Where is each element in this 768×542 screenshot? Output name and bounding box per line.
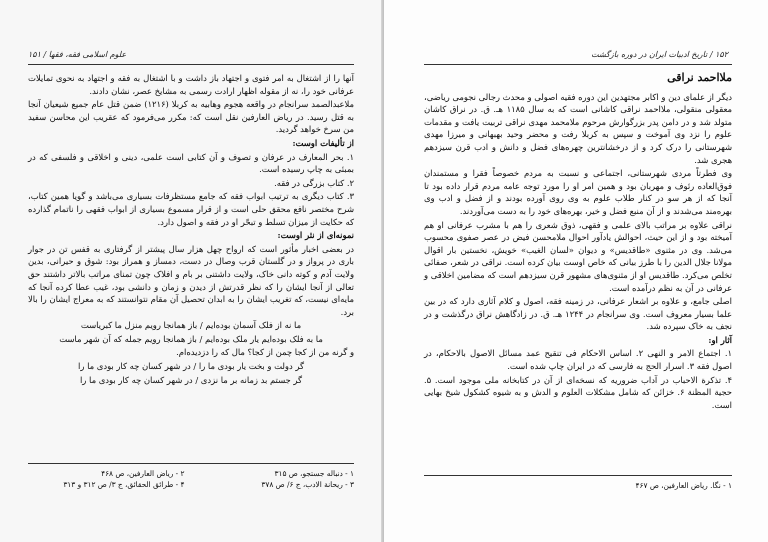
footnote: ۱ - دنباله جستجو، ص ۳۱۵ (274, 469, 354, 478)
footnote: ۳ - ریحانة الادب، ج ۶/ ص ۳۷۸ (261, 480, 354, 489)
footnote-rule (424, 475, 732, 476)
header-rule (28, 64, 354, 65)
paragraph: آنها را از اشتغال به امر فتوی و اجتهاد باز داشت و با اشتغال به فقه و اجتهاد به نحوی تمایلات عرفانی خود را، نه از مقوله اظهار ارادت رسمی به مشایخ عصر، نشان دادند. (28, 73, 354, 96)
header-rule (424, 64, 732, 65)
subheading: نمونه‌ای از نثر اوست: (277, 230, 354, 241)
list-item: ۱. اجتماع الامر و النهی ۲. اساس الاحکام فی تنقیح عمد مسائل الاصول بالاحکام، در اصول فقه ۳. اسرار الحج به فارسی که در ایران چاپ شده است. (424, 348, 732, 372)
paragraph: نراقی علاوه بر مراتب بالای علمی و فقهی، ذوق شعری را هم با مشرب عرفانی او هم آمیخته بود و از این حیث، احوالش یادآور احوال ملامحسن فیض در عصر صفوی محسوب می‌شد. وی در مثنوی «طاقدیس» و دیوان «لسان الغیب» خویش، نخستین بار اقوال مولانا جلال الدین را با طرز بیانی که خاص اوست بیان کرده است. نراقی در شعر، صفائی تخلص می‌کرد. طاقدیس او از مثنوی‌های مشهور قرن سیزدهم است که مضامین اخلاقی و عرفانی در آن به نظم درآمده است. (424, 219, 732, 293)
verse-line: ما نه از فلک آسمان بوده‌ایم / باز همانجا رویم منزل ما کبریاست (80, 320, 302, 331)
paragraph: دیگر از علمای دین و اکابر مجتهدین این دوره فقیه اصولی و محدث رجالی نجومی ریاضی، معقولی منقولی، ملااحمد نراقی کاشانی است که به سال ۱۱۸۵ هـ. ق. در نراق کاشان متولد شد و در دامن پدر بزرگوارش مرحوم ملامحمد مهدی نراقی تربیت یافت و مقدمات علوم را نزد وی آموخت و سپس به کربلا رفت و محضر وحید بهبهانی و میرزا مهدی شهرستانی را درک کرد و از درخشانترین چهره‌های فضل و دانش و ادب قرن سیزدهم هجری شد. (424, 91, 733, 165)
page-header: ۱۵۲ / تاریخ ادبیات ایران در دوره بازگشت (591, 50, 728, 59)
paragraph: وی فطرتاً مردی شهرستانی، اجتماعی و نسبت به مردم خصوصاً فقرا و مستمندان فوق‌العاده رئوف و مهربان بود و همین امر او را مورد توجه عامه مردم قرار داده بود تا آنجا که از هر سو در کنار طلاب علوم به وی روی آورده بودند و از فضل و ادب وی بهره‌مند می‌شدند و از آن منبع فضل و خیر، بهره‌های خود را به دست می‌آوردند. (424, 168, 732, 216)
footnote: ۱ - نگا. ریاض العارفین، ص ۴۶۷ (635, 481, 732, 490)
paragraph: ملاعبدالصمد سرانجام در واقعه هجوم وهابیه به کربلا (۱۲۱۶) ضمن قتل عام جمیع شیعیان آنجا به قتل رسید. در ریاض العارفین نقل است که: مکرر می‌فرمود که عقریب این محاسن سفید من سرخ خواهد گردید. (28, 99, 354, 135)
subheading: از تألیفات اوست: (292, 137, 354, 148)
list-item: ۱. بحر المعارف در عرفان و تصوف و آن کتابی است علمی، دینی و اخلاقی و فلسفی که در بمبئی به چاپ رسیده است. (28, 151, 354, 175)
verse-line: گر جستم بد زمانه بر ما نزدی / در شهر کسان چه کار بودی ما را (79, 374, 302, 385)
verse-line: گر دولت و بخت یار بودی ما را / در شهر کسان چه کار بودی ما را (78, 361, 304, 372)
section-title: ملااحمد نراقی (667, 71, 732, 84)
paragraph: در بعضی اخبار مأثور است که ارواح چهل هزار سال پیشتر از گرفتاری به قفس تن در جوار باری در پرواز و در گلستان قرب وصال در دست، دمساز و همراز بود: شوق و حیرانی، بدین ولایت آدم و کوته دانی خاک، ولایت داشتنی بر بام و افلاک چون تمنای مراتب بالاتر داشتند حق تعالی از آنجا ایشان را که نظر قدرتش از دیدن و زمان و دانشی بود، غیب عطا کرده آنجا که مایه‌ای نیست، که تغریب ایشان را به ابدان تحصیل آن مقام نتوانستند که به معراج ایشان را بالا برد. (28, 243, 354, 317)
footnote: ۲ - ریاض العارفین، ص ۴۶۸ (101, 469, 185, 478)
list-item: ۴. تذکرة الاحباب در آداب ضروریه که نسخه‌ای از آن در کتابخانه ملی موجود است. ۵. حجیة المظنة ۶. خزائن که شامل مشکلات العلوم و الدش و به شیوه کشکول شیخ بهایی است. (424, 374, 732, 410)
right-page (384, 0, 768, 542)
footnote-rule (28, 463, 354, 464)
list-item: ۳. کتاب دیگری به ترتیب ابواب فقه که جامع مستظرفات بسیاری می‌باشد و گویا همین کتاب، شرح مختصر نافع محقق حلی است و از قرار مسموع بسیاری از ابواب فقهی را ناتمام گذارده که حکایت از میزان تسلط و تبحّر او در فقه و اصول دارد. (28, 191, 354, 227)
page-body (424, 72, 732, 412)
page-header: علوم اسلامی فقه، فقها / ۱۵۱ (28, 50, 127, 59)
paragraph: اصلی جامع، و علاوه بر اشعار عرفانی، در زمینه فقه، اصول و کلام آثاری دارد که در بین علما بسیار معروف است. وی سرانجام در ۱۲۴۴ هـ. ق. در زادگاهش نراق درگذشت و در نجف به خاک سپرده شد. (424, 296, 733, 332)
list-item: ۲. کتاب بزرگی در فقه. (274, 177, 354, 188)
paragraph: و گرنه من از کجا چمن از کجا؟ مال که را دزدیده‌ام. (176, 347, 354, 358)
footnote: ۴ - طرائق الحقائق، ج ۳/ ص ۳۱۲ و ۳۱۳ (63, 480, 185, 489)
subheading: آثار او: (708, 334, 732, 345)
footnotes (28, 468, 354, 490)
verse-line: ما به فلک بوده‌ایم یار ملک بوده‌ایم / باز همانجا رویم جمله که آن شهر ماست (59, 333, 323, 344)
page-body (28, 72, 354, 387)
